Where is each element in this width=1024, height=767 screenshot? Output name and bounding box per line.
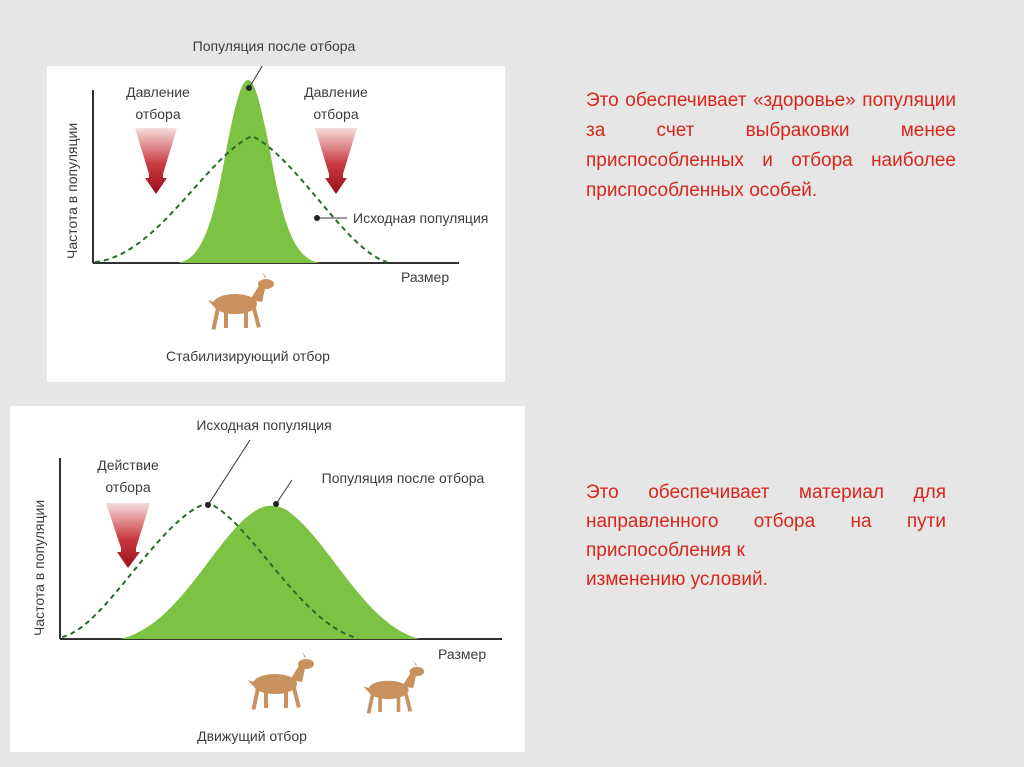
- y-axis-label: Частота в популяции: [31, 499, 47, 636]
- diagram-caption: Стабилизирующий отбор: [166, 348, 330, 364]
- pressure-left-label-1: Давление: [126, 84, 190, 100]
- action-label-1: Действие: [97, 457, 159, 473]
- stabilizing-description-text: Это обеспечивает «здоровье» популяции за счет выбраковки менее приспособленных и отбора наиболее приспособленных особей.: [586, 90, 956, 201]
- selection-pressure-arrow-left: [135, 128, 177, 194]
- stabilizing-selection-description: [586, 86, 956, 206]
- initial-population-dot: [314, 215, 320, 221]
- selection-pressure-arrow-right: [315, 128, 357, 194]
- pressure-right-label-2: отбора: [313, 106, 359, 122]
- pressure-left-label-2: отбора: [135, 106, 181, 122]
- selection-action-arrow: [106, 503, 150, 568]
- deer-icon: [208, 272, 274, 330]
- deer-icon: [248, 652, 314, 710]
- population-after-curve: [175, 80, 323, 263]
- directional-description-line: изменению условий.: [586, 569, 768, 590]
- pressure-right-label-1: Давление: [304, 84, 368, 100]
- action-label-2: отбора: [105, 479, 151, 495]
- stabilizing-selection-diagram: [47, 66, 505, 382]
- population-after-label: Популяция после отбора: [192, 38, 356, 54]
- directional-description-line: направленного отбора на пути: [586, 511, 946, 532]
- y-axis-label: Частота в популяции: [64, 122, 80, 259]
- x-axis-label: Размер: [438, 646, 487, 662]
- directional-description-line: приспособления к: [586, 540, 745, 561]
- directional-selection-description: [586, 478, 946, 594]
- population-after-curve: [120, 506, 420, 639]
- initial-population-label: Исходная популяция: [353, 210, 489, 226]
- directional-description-line: Это обеспечивает материал для: [586, 482, 946, 503]
- population-after-label: Популяция после отбора: [321, 470, 485, 486]
- directional-selection-diagram: [10, 406, 525, 752]
- initial-population-label: Исходная популяция: [196, 417, 332, 433]
- initial-population-dot: [205, 502, 211, 508]
- x-axis-label: Размер: [401, 269, 450, 285]
- top-diagram-header: [0, 0, 1024, 70]
- population-after-leader: [276, 480, 292, 504]
- deer-icon: [364, 660, 425, 713]
- population-after-dot: [273, 501, 279, 507]
- initial-population-leader: [208, 440, 250, 505]
- diagram-caption: Движущий отбор: [197, 728, 307, 744]
- population-after-dot: [246, 85, 252, 91]
